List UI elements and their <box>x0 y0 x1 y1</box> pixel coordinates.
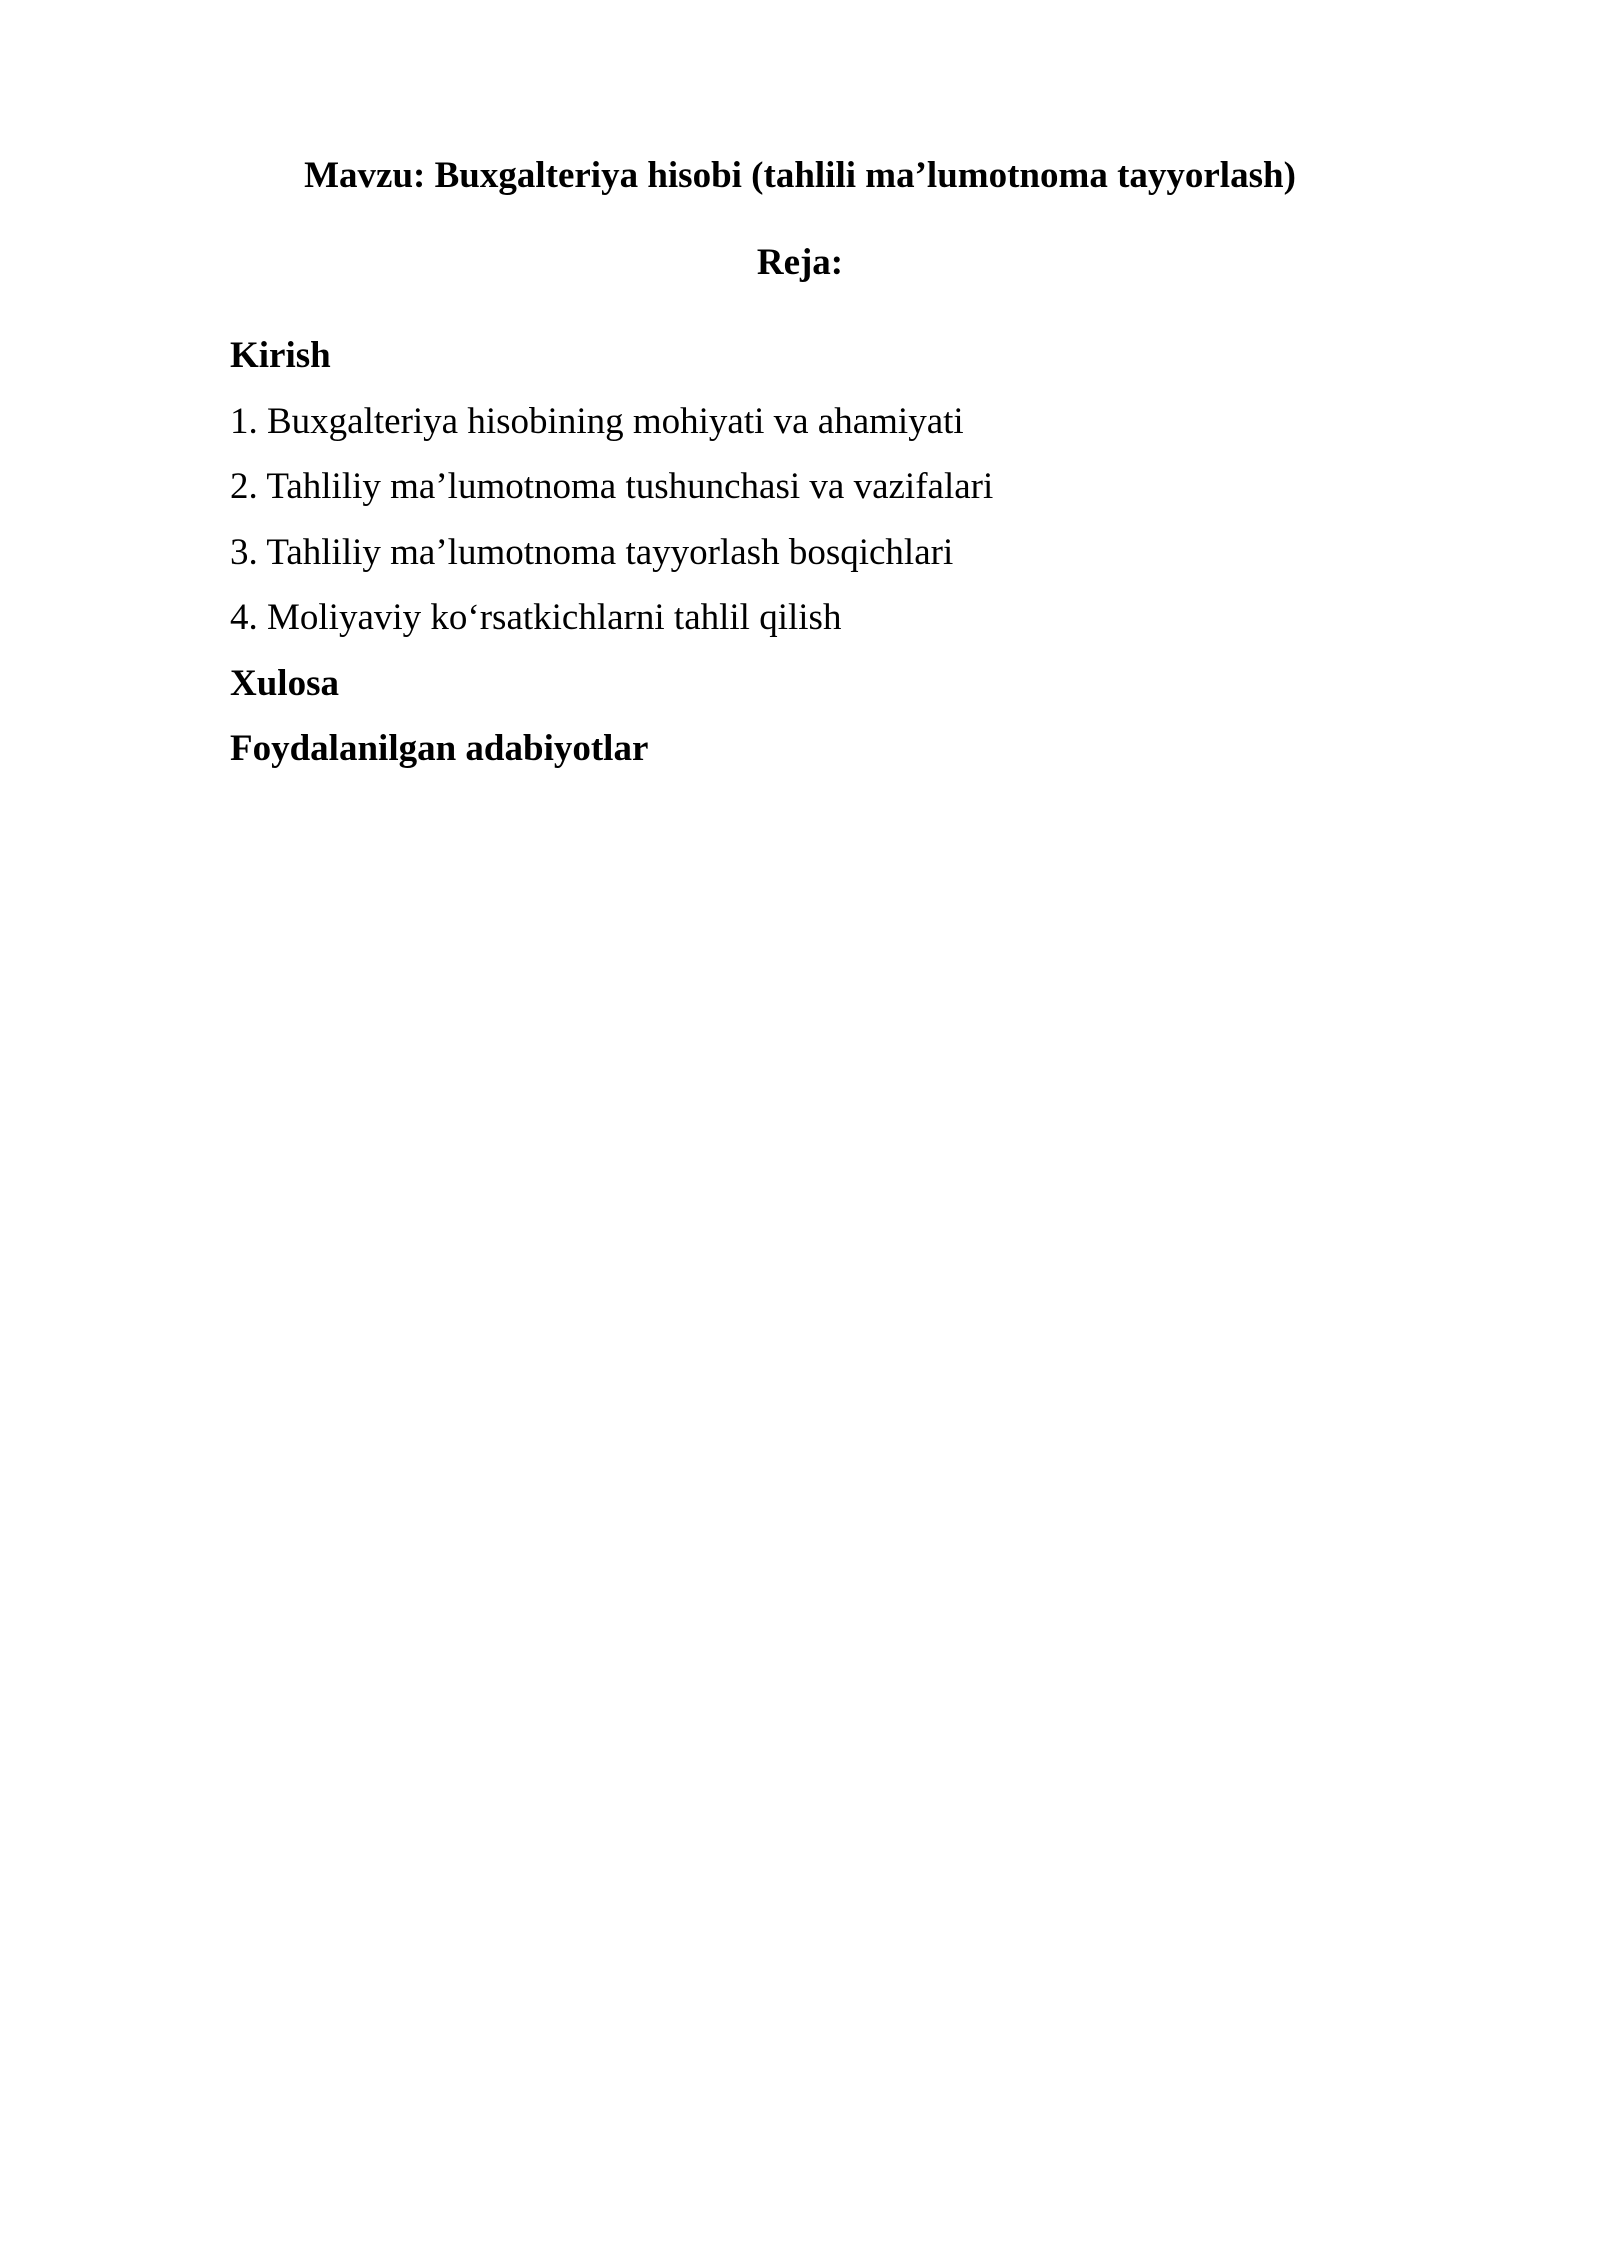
document-title: Mavzu: Buxgalteriya hisobi (tahlili ma’lumotnoma tayyorlash) <box>304 155 1296 196</box>
plan-item-introduction: Kirish <box>230 335 331 376</box>
plan-item-conclusion: Xulosa <box>230 662 339 704</box>
plan-item-3: 3. Tahliliy ma’lumotnoma tayyorlash bosqichlari <box>230 531 954 573</box>
plan-heading: Reja: <box>756 242 844 283</box>
plan-item-1: 1. Buxgalteriya hisobining mohiyati va ahamiyati <box>230 400 964 442</box>
plan-list <box>230 323 1370 782</box>
plan-item-2: 2. Tahliliy ma’lumotnoma tushunchasi va vazifalari <box>230 466 994 507</box>
plan-item-references: Foydalanilgan adabiyotlar <box>230 728 649 769</box>
plan-item-4: 4. Moliyaviy ko‘rsatkichlarni tahlil qilish <box>230 597 842 638</box>
